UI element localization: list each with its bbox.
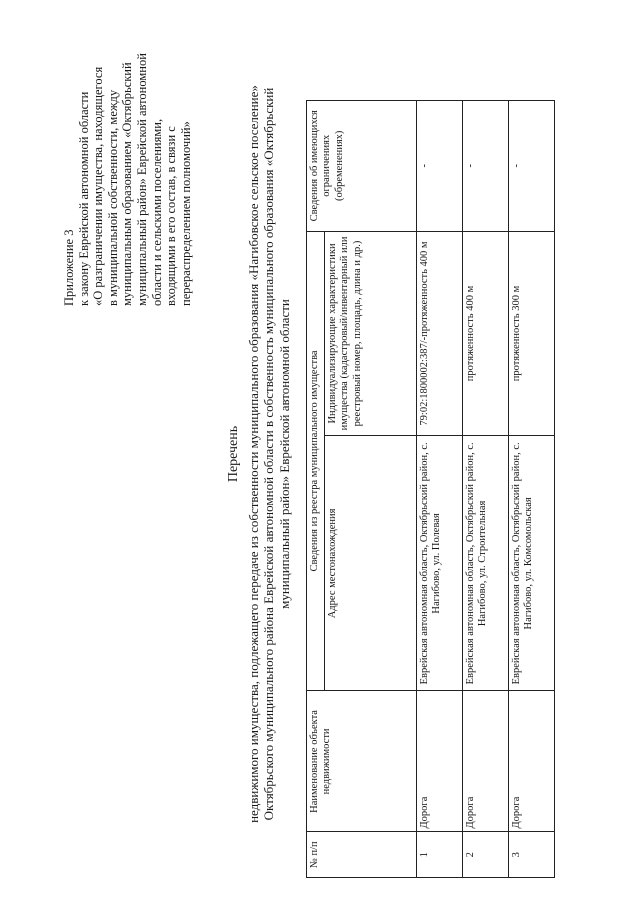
appendix-line: входящими в его состав, в связи с	[164, 126, 179, 306]
appendix-line: к закону Еврейской автономной области	[76, 91, 91, 306]
table-row	[463, 101, 509, 878]
appendix-line: Приложение 3	[62, 229, 76, 306]
cell-name: Дорога	[463, 691, 509, 832]
cell-num: 2	[463, 832, 509, 878]
table-row	[417, 101, 463, 878]
header-encumbrances: Сведения об имеющихся ограничениях (обременениях)	[307, 101, 417, 232]
cell-encumbrances: -	[463, 101, 509, 232]
appendix-line: «О разграничении имущества, находящегося	[91, 66, 106, 306]
cell-num: 1	[417, 832, 463, 878]
header-num: № п/п	[307, 832, 417, 878]
document-title: Перечень	[226, 425, 241, 483]
document-subtitle: недвижимого имущества, подлежащего передаче из собственности муниципального образования «Нагибовское сельское поселение» Октябрьского муниципального района Еврейской автономной области в собственность муниципального образования «Октябрьский муниципальный район» Еврейской автономной области	[246, 85, 292, 823]
cell-name: Дорога	[417, 691, 463, 832]
property-table	[306, 100, 555, 878]
cell-num: 3	[509, 832, 555, 878]
cell-address: Еврейская автономная область, Октябрьский район, с. Нагибово, ул. Строительная	[463, 436, 509, 691]
cell-characteristics: протяженность 400 м	[463, 231, 509, 436]
appendix-block	[62, 53, 193, 306]
header-registry-group: Сведения из реестра муниципального имущества	[307, 231, 325, 691]
appendix-line: муниципальный район» Еврейской автономной	[134, 53, 149, 306]
cell-characteristics: 79:02:1800002:387/-протяженность 400 м	[417, 231, 463, 436]
appendix-line: муниципальным образованием «Октябрьский	[120, 62, 135, 306]
appendix-line: области и сельскими поселениями,	[149, 118, 164, 306]
header-name: Наименование объекта недвижимости	[307, 691, 417, 832]
table-row	[509, 101, 555, 878]
cell-name: Дорога	[509, 691, 555, 832]
appendix-line: в муниципальной собственности, между	[105, 89, 120, 306]
cell-address: Еврейская автономная область, Октябрьский район, с. Нагибово, ул. Полевая	[417, 436, 463, 691]
rotated-page	[30, 30, 586, 878]
cell-encumbrances: -	[509, 101, 555, 232]
cell-address: Еврейская автономная область, Октябрьский район, с. Нагибово, ул. Комсомольская	[509, 436, 555, 691]
appendix-line: перераспределением полномочий»	[178, 121, 193, 306]
header-characteristics: Индивидуализирующие характеристики имущества (кадастровый/инвентарный или реестровый номер, площадь, длина и др.)	[325, 231, 417, 436]
cell-encumbrances: -	[417, 101, 463, 232]
cell-characteristics: протяженность 300 м	[509, 231, 555, 436]
header-address: Адрес местонахождения	[325, 436, 417, 691]
